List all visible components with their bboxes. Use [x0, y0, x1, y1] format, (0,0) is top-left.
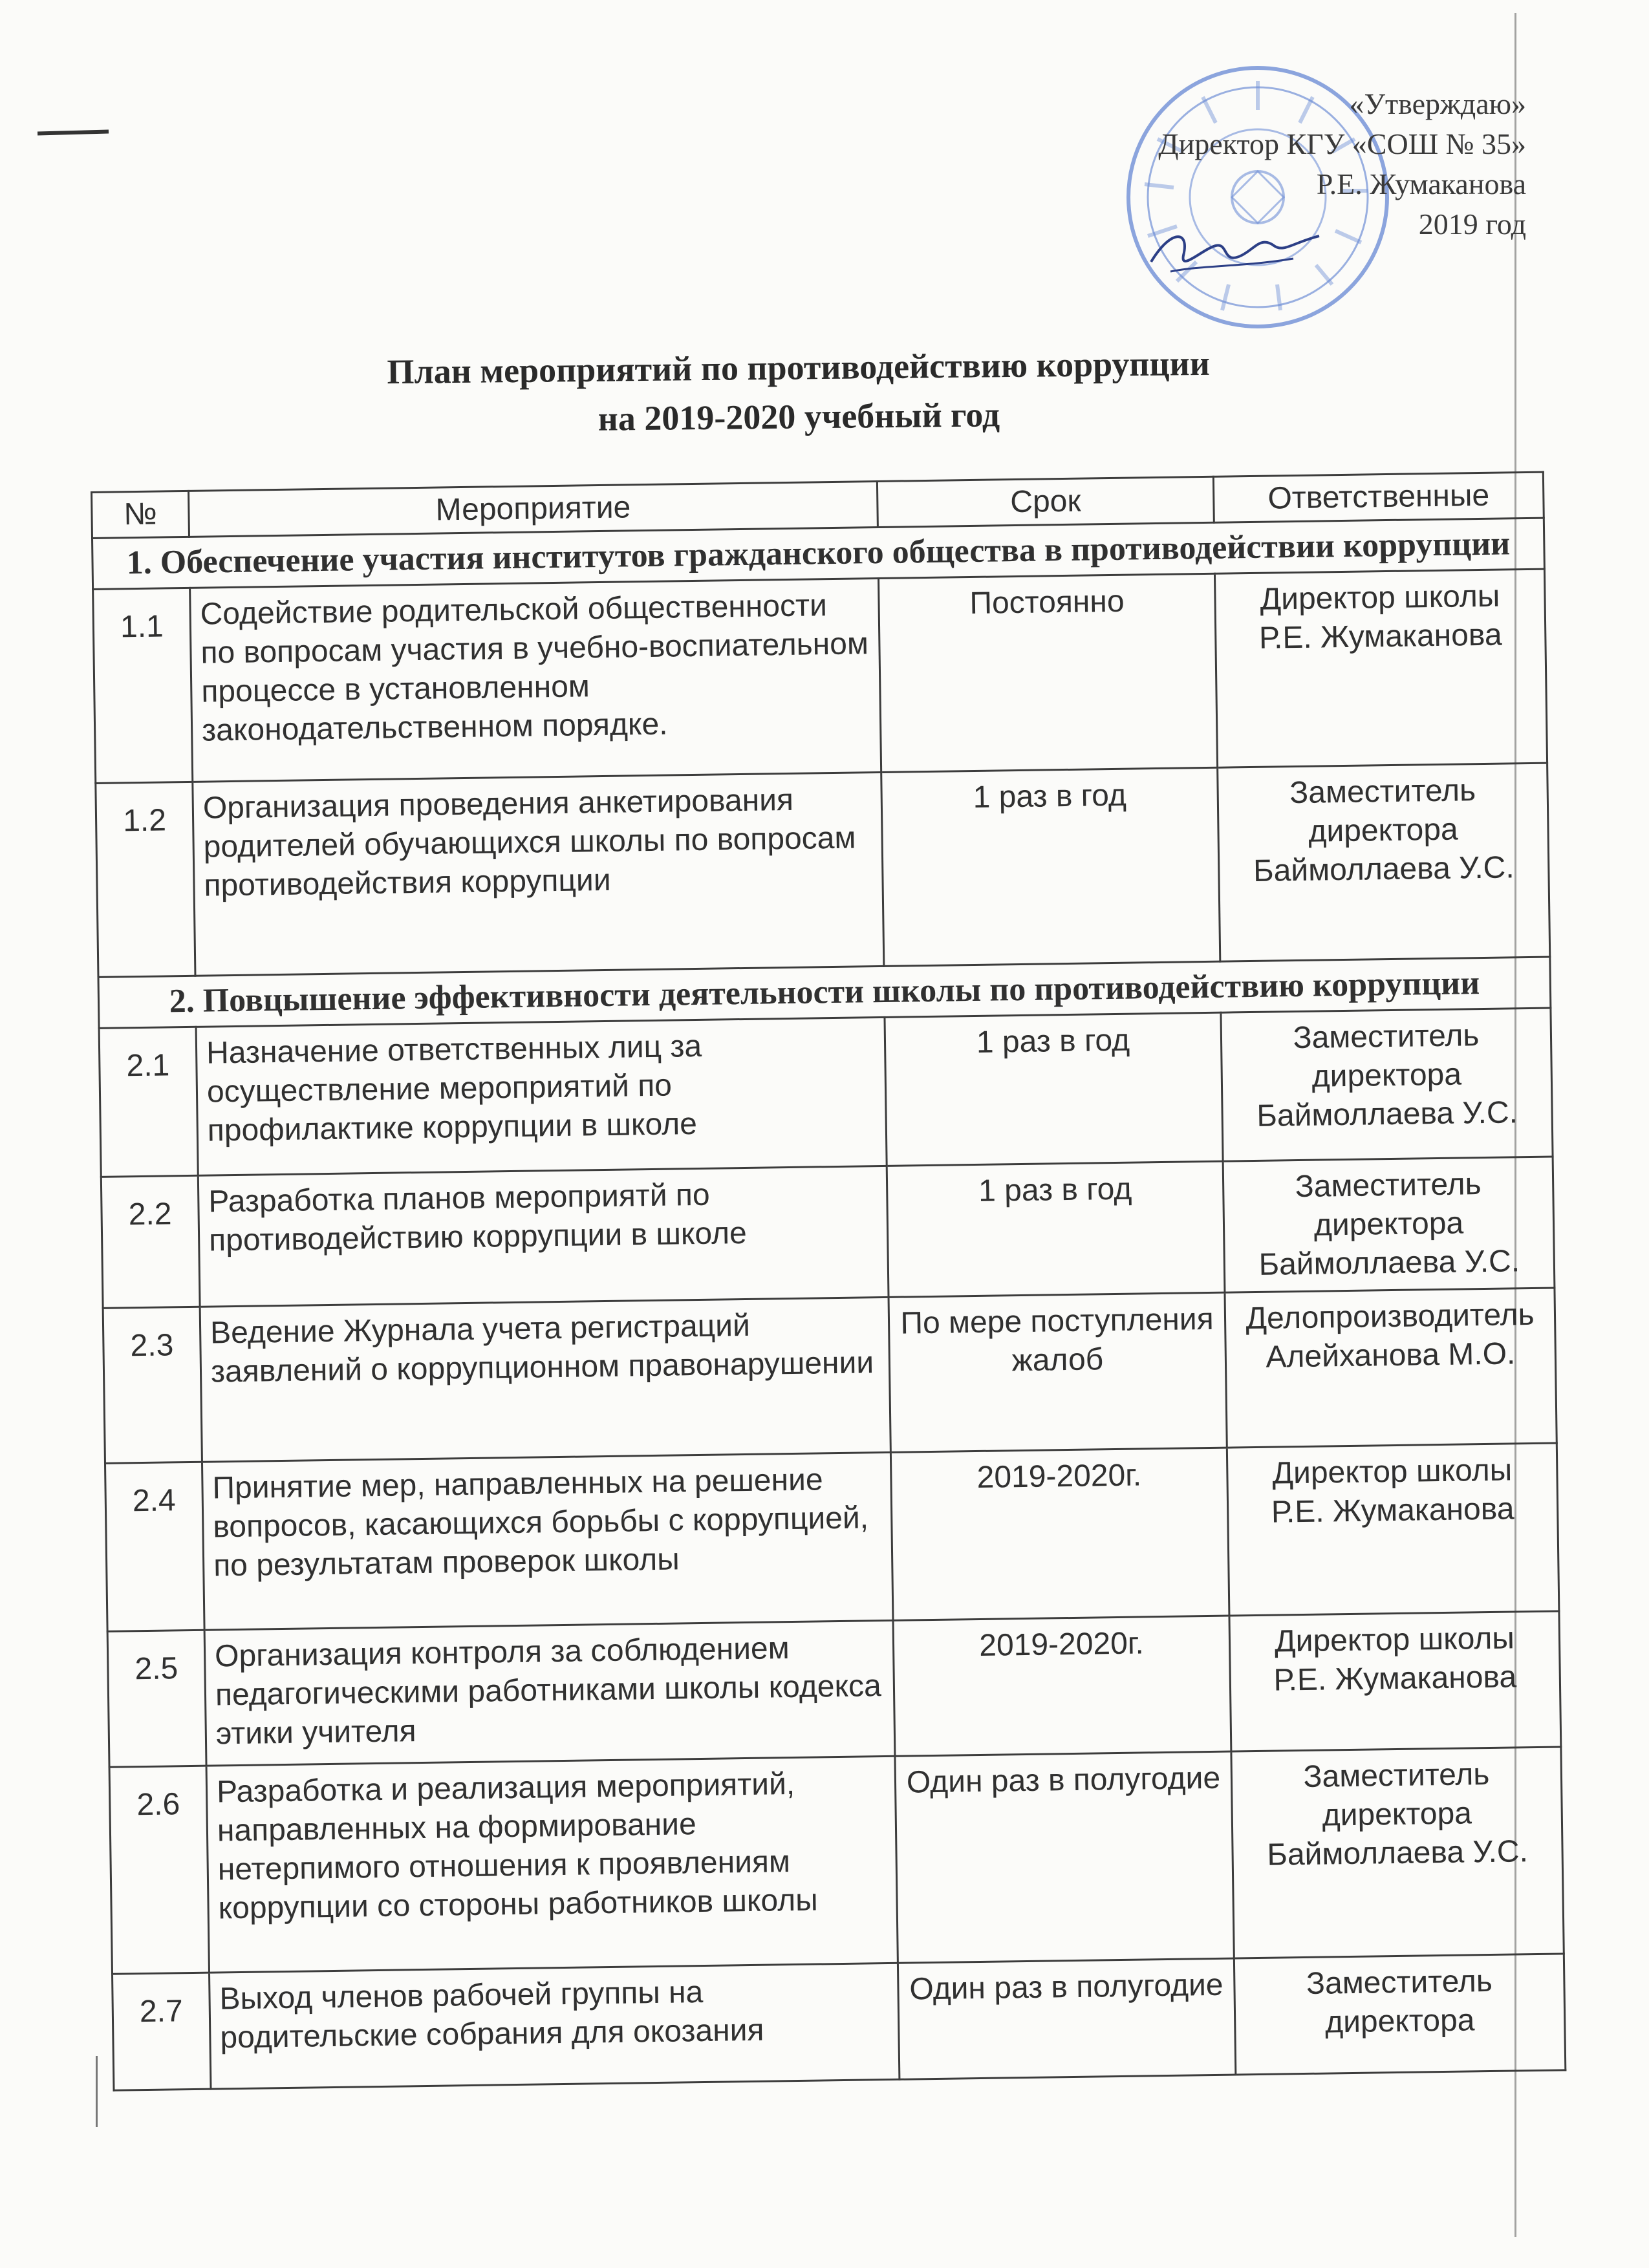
resp-line: Баймоллаева У.С.: [1256, 1095, 1518, 1133]
row-num: 2.7: [113, 1973, 211, 2090]
resp-line: Заместитель: [1306, 1963, 1493, 2001]
resp-line: Делопроизводитель: [1245, 1297, 1535, 1336]
resp-line: Баймоллаева У.С.: [1267, 1834, 1529, 1872]
table-row: [93, 569, 1547, 783]
row-responsible: [1221, 1008, 1553, 1161]
row-term: Один раз в полугодие: [895, 1751, 1234, 1963]
table-row: [113, 1954, 1566, 2090]
row-event: Организация контроля за соблюдением педагогическими работниками школы кодекса этики учителя: [204, 1620, 895, 1766]
director-signature: [1145, 210, 1326, 288]
header-responsible: Ответственные: [1213, 472, 1544, 522]
header-term: Срок: [877, 476, 1214, 527]
row-event: Выход членов рабочей группы на родительские собрания для окозания: [210, 1963, 900, 2089]
row-term: 2019-2020г.: [890, 1448, 1229, 1620]
row-event: Принятие мер, направленных на решение вопросов, касающихся борьбы с коррупцией, по результатам проверок школы: [202, 1452, 893, 1630]
resp-line: Р.Е. Жумаканова: [1271, 1492, 1514, 1530]
row-responsible: [1223, 1157, 1555, 1292]
row-responsible: [1231, 1747, 1564, 1958]
resp-line: Р.Е. Жумаканова: [1258, 617, 1502, 656]
scan-mark-lower: [96, 2056, 98, 2127]
row-event: Разработка планов мероприятй по противодействию коррупции в школе: [198, 1166, 889, 1307]
row-num: 1.1: [93, 588, 193, 783]
approval-line-4: 2019 год: [1418, 208, 1526, 241]
row-event: Организация проведения анкетирования родителей обучающихся школы по вопросам противодействия коррупции: [193, 772, 884, 976]
row-term: 1 раз в год: [881, 767, 1220, 966]
row-responsible: [1225, 1288, 1557, 1448]
row-term: Постоянно: [878, 573, 1217, 772]
title-line-2: на 2019-2020 учебный год: [598, 395, 1000, 438]
row-term: По мере поступления жалоб: [889, 1292, 1227, 1452]
row-responsible: [1218, 763, 1550, 961]
resp-line: Заместитель: [1295, 1167, 1482, 1204]
row-responsible: [1227, 1443, 1559, 1616]
row-event: Содействие родительской общественности по вопросам участия в учебно-воспиательном процессе в установленном законодательственном порядке.: [190, 579, 881, 782]
table-row: [109, 1747, 1564, 1974]
row-num: 2.5: [107, 1630, 206, 1767]
row-term: Один раз в полугодие: [898, 1958, 1235, 2079]
resp-line: Директор школы: [1272, 1453, 1513, 1491]
resp-line: директора: [1322, 1796, 1472, 1833]
approval-line-3: Р.Е. Жумаканова: [1316, 167, 1526, 200]
row-event: Назначение ответственных лиц за осуществление мероприятий по профилактике коррупции в школе: [196, 1017, 887, 1175]
row-responsible: [1229, 1611, 1561, 1751]
plan-table: [91, 471, 1566, 2091]
row-term: 1 раз в год: [885, 1012, 1223, 1166]
table-row: [101, 1157, 1555, 1308]
resp-line: Директор школы: [1274, 1621, 1515, 1659]
resp-line: Директор школы: [1260, 579, 1500, 617]
row-term: 1 раз в год: [887, 1161, 1225, 1297]
row-num: 1.2: [96, 782, 195, 977]
approval-line-1: «Утверждаю»: [1349, 87, 1526, 120]
title-line-1: План мероприятий по противодействию коррупции: [387, 343, 1211, 392]
approval-line-2: Директор КГУ «СОШ № 35»: [1158, 127, 1526, 160]
row-event: Разработка и реализация мероприятий, направленных на формирование нетерпимого отношения к проявлениям коррупции со стороны работников школы: [206, 1756, 898, 1973]
approval-block: [1073, 61, 1526, 333]
section-title-2: 2. Повцышение эффективности деятельности школы по противодействию коррупции: [98, 957, 1551, 1028]
section-title-1: 1. Обеспечение участия институтов гражданского общества в противодействии коррупции: [92, 518, 1545, 589]
resp-line: директора: [1311, 1057, 1462, 1094]
resp-line: директора: [1324, 2003, 1475, 2040]
resp-line: Баймоллаева У.С.: [1258, 1244, 1520, 1282]
table-row: [105, 1443, 1558, 1631]
row-num: 2.2: [101, 1175, 200, 1308]
row-term: 2019-2020г.: [893, 1616, 1231, 1756]
resp-line: Р.Е. Жумаканова: [1273, 1660, 1517, 1698]
scan-mark: [38, 130, 109, 136]
resp-line: Заместитель: [1293, 1018, 1480, 1056]
table-row: [99, 1008, 1553, 1177]
resp-line: директора: [1313, 1206, 1464, 1243]
header-num: №: [92, 491, 189, 538]
header-event: Мероприятие: [189, 482, 878, 537]
resp-line: Заместитель директора: [1289, 773, 1476, 849]
document-title: [0, 334, 1649, 450]
row-num: 2.1: [99, 1027, 198, 1177]
table-row: [103, 1288, 1557, 1463]
row-responsible: [1234, 1954, 1565, 2075]
table-row: [107, 1611, 1561, 1767]
resp-line: Заместитель: [1303, 1757, 1490, 1795]
row-num: 2.3: [103, 1307, 202, 1463]
resp-line: Баймоллаева У.С.: [1253, 850, 1514, 888]
table-row: [96, 763, 1550, 977]
row-event: Ведение Журнала учета регистраций заявлений о коррупционном правонарушении: [200, 1297, 890, 1462]
row-num: 2.4: [105, 1462, 204, 1631]
resp-line: Алейханова М.О.: [1266, 1336, 1516, 1375]
row-num: 2.6: [109, 1766, 209, 1974]
row-responsible: [1214, 569, 1547, 767]
